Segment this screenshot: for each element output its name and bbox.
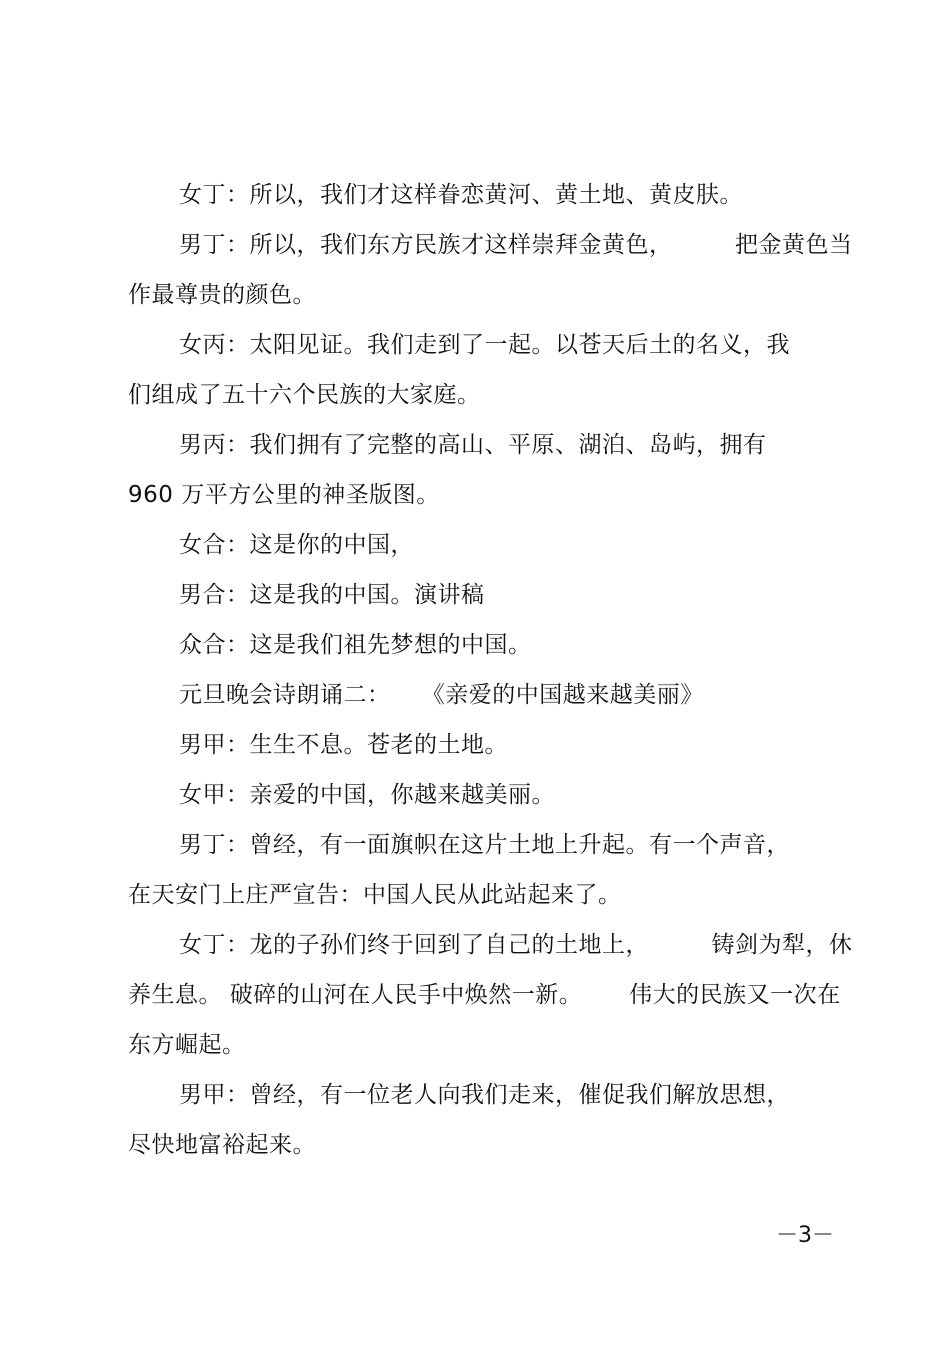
text-line: 作最尊贵的颜色。 <box>128 282 316 308</box>
text-line: 养生息。 破碎的山河在人民手中焕然一新。 伟大的民族又一次在 <box>128 982 841 1008</box>
page-number: －3－ <box>776 1223 834 1248</box>
text-line: 男丙：我们拥有了完整的高山、平原、湖泊、岛屿，拥有 <box>179 432 767 458</box>
text-line: 男丁：所以，我们东方民族才这样崇拜金黄色， 把金黄色当 <box>179 232 853 258</box>
text-line: 东方崛起。 <box>128 1032 246 1058</box>
text-line: 尽快地富裕起来。 <box>128 1132 316 1158</box>
text-line: 960 万平方公里的神圣版图。 <box>128 482 440 508</box>
text-line: 男甲：生生不息。苍老的土地。 <box>179 732 508 758</box>
text-line: 们组成了五十六个民族的大家庭。 <box>128 382 481 408</box>
text-line: 男丁：曾经，有一面旗帜在这片土地上升起。有一个声音， <box>179 832 790 858</box>
text-line: 女丁：龙的子孙们终于回到了自己的土地上， 铸剑为犁，休 <box>179 932 853 958</box>
text-line: 男合：这是我的中国。演讲稿 <box>179 582 485 608</box>
text-line: 女合：这是你的中国， <box>179 532 414 558</box>
text-line: 女丙：太阳见证。我们走到了一起。以苍天后土的名义，我 <box>179 332 790 358</box>
text-line: 女甲：亲爱的中国，你越来越美丽。 <box>179 782 555 808</box>
text-line: 众合：这是我们祖先梦想的中国。 <box>179 632 532 658</box>
text-line: 女丁：所以，我们才这样眷恋黄河、黄土地、黄皮肤。 <box>179 182 743 208</box>
text-line: 男甲：曾经，有一位老人向我们走来，催促我们解放思想， <box>179 1082 790 1108</box>
poem-title-line: 元旦晚会诗朗诵二： 《亲爱的中国越来越美丽》 <box>179 682 704 708</box>
text-line: 在天安门上庄严宣告：中国人民从此站起来了。 <box>128 882 622 908</box>
